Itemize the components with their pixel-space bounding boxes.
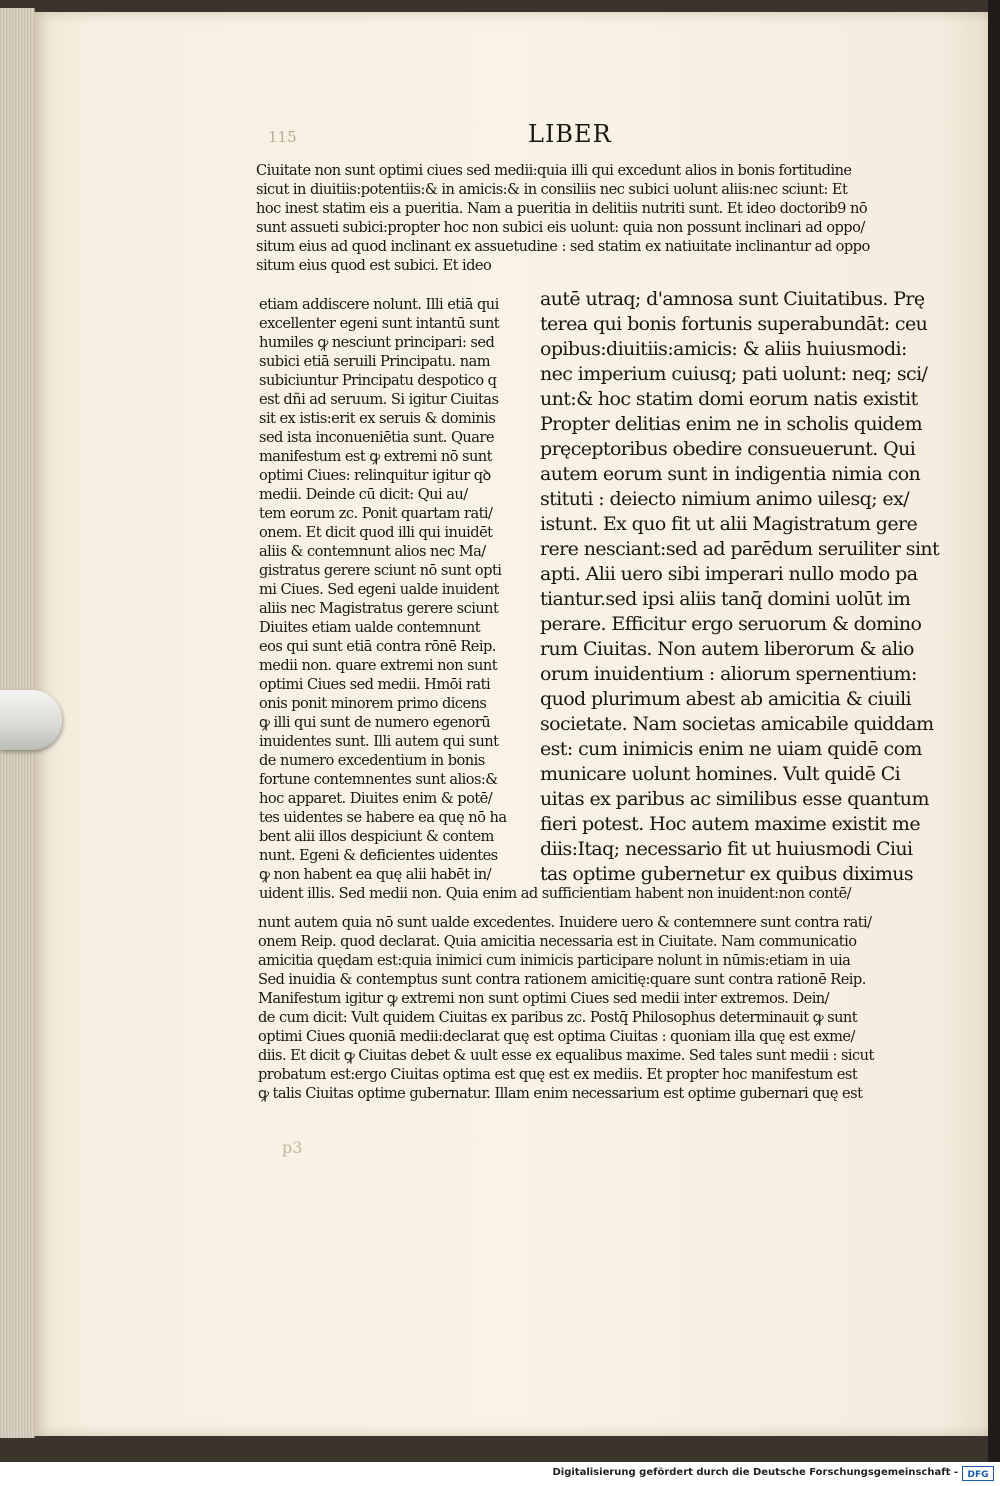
main-text-line: orum inuidentium : aliorum spernentium: — [540, 663, 917, 685]
gloss-top-block — [256, 161, 870, 275]
running-head: LIBER — [528, 120, 612, 148]
main-text-line: tiantur.sed ipsi aliis tanq̄ domini uolūt im — [540, 588, 911, 610]
gloss-line: bent alii illos despiciunt & contem — [259, 828, 494, 845]
main-text-line: quod plurimum abest ab amicitia & ciuili — [540, 688, 912, 710]
gloss-line: eos qui sunt etiā contra rōnē Reip. — [259, 638, 496, 655]
bookmark-strip — [0, 690, 62, 750]
show-through-mark: p3 — [282, 1138, 303, 1157]
main-text-line: autem eorum sunt in indigentia nimia con — [540, 463, 921, 485]
main-text-line: stituti : deiecto nimium animo uilesq; ex/ — [540, 488, 909, 510]
main-text-line: diis:Itaq; necessario fit ut huiusmodi Ciui — [540, 838, 913, 860]
main-text-line: uitas ex paribus ac similibus esse quantum — [540, 788, 929, 810]
gloss-line: fortune contemnentes sunt alios:& — [259, 771, 498, 788]
main-text-line: terea qui bonis fortunis superabundāt: ceu — [540, 313, 928, 335]
gloss-line: onis ponit minorem primo dicens — [259, 695, 487, 712]
gloss-line: humiles ꝙ nesciunt principari: sed — [259, 334, 495, 351]
gloss-line: est dñi ad seruum. Si igitur Ciuitas — [259, 391, 499, 408]
main-text-line: autē utraq; d'amnosa sunt Ciuitatibus. Prę — [540, 288, 925, 310]
page-right-edge — [988, 0, 1000, 1462]
main-text-line: municare uolunt homines. Vult quidē Ci — [540, 763, 901, 785]
gloss-line: onem Reip. quod declarat. Quia amicitia necessaria est in Ciuitate. Nam communicatio — [258, 933, 857, 950]
folio-ghost: 115 — [268, 128, 297, 146]
gloss-line: gistratus gerere sciunt nō sunt opti — [259, 562, 502, 579]
gloss-line: Manifestum igitur ꝙ extremi non sunt optimi Ciues sed medii inter extremos. Dein/ — [258, 990, 830, 1007]
gloss-line: situm eius ad quod inclinant ex assuetudine : sed statim ex natiuitate inclinantur ad oppo — [256, 238, 870, 255]
gloss-line: ꝙ talis Ciuitas optime gubernatur. Illam enim necessarium est optime gubernari quę est — [258, 1085, 863, 1102]
gloss-line: diis. Et dicit ꝙ Ciuitas debet & uult esse ex equalibus maxime. Sed tales sunt medii : sicut — [258, 1047, 874, 1064]
gloss-line: nunt. Egeni & deficientes uidentes — [259, 847, 498, 864]
gloss-line: tes uidentes se habere ea quę nō ha — [259, 809, 507, 826]
gloss-line: medii. Deinde cū dicit: Qui au/ — [259, 486, 468, 503]
gloss-line: Sed inuidia & contemptus sunt contra rationem amicitię:quare sunt contra rationē Reip. — [258, 971, 866, 988]
gloss-line: ꝙ illi qui sunt de numero egenorū — [259, 714, 491, 731]
gloss-line: sit ex istis:erit ex seruis & dominis — [259, 410, 496, 427]
gloss-line: onem. Et dicit quod illi qui inuidēt — [259, 524, 493, 541]
gloss-line: de numero excedentium in bonis — [259, 752, 485, 769]
dfg-logo-text: DFG — [967, 1470, 989, 1480]
gloss-line: amicitia quędam est:quia inimici cum inimicis participare nolunt in nūmis:etiam in uia — [258, 952, 851, 969]
main-text-line: opibus:diuitiis:amicis: & aliis huiusmodi: — [540, 338, 907, 360]
gloss-line: uident illis. Sed medii non. Quia enim ad sufficientiam habent non inuident:non contē/ — [259, 885, 852, 902]
main-text-line: unt:& hoc statim domi eorum natis existit — [540, 388, 918, 410]
gloss-line: Diuites etiam ualde contemnunt — [259, 619, 481, 636]
gloss-line: hoc apparet. Diuites enim & potē/ — [259, 790, 493, 807]
gloss-line: optimi Ciues quoniā medii:declarat quę est optima Ciuitas : quoniam illa quę est exme/ — [258, 1028, 855, 1045]
main-text-line: pręceptoribus obedire consueuerunt. Qui — [540, 438, 916, 460]
gloss-line: Ciuitate non sunt optimi ciues sed medii:quia illi qui excedunt alios in bonis fortitudine — [256, 162, 852, 179]
main-text-line: Propter delitias enim ne in scholis quidem — [540, 413, 923, 435]
main-text-line: nec imperium cuiusq; pati uolunt: neq; sci/ — [540, 363, 928, 385]
gloss-line: optimi Ciues sed medii. Hmōi rati — [259, 676, 491, 693]
gloss-line: aliis & contemnunt alios nec Ma/ — [259, 543, 486, 560]
gloss-line: de cum dicit: Vult quidem Ciuitas ex paribus zc. Postq̄ Philosophus determinauit ꝙ sunt — [258, 1009, 858, 1026]
gloss-line: ꝙ non habent ea quę alii habēt in/ — [259, 866, 492, 883]
main-text-line: istunt. Ex quo fit ut alii Magistratum gere — [540, 513, 918, 535]
gloss-line: sicut in diuitiis:potentiis:& in amicis:& in consiliis nec subici uolunt aliis:nec sciunt: Et — [256, 181, 848, 198]
gloss-line: probatum est:ergo Ciuitas optima est quę est ex mediis. Et propter hoc manifestum est — [258, 1066, 858, 1083]
main-text-line: apti. Alii uero sibi imperari nullo modo pa — [540, 563, 918, 585]
gloss-line: situm eius quod est subici. Et ideo — [256, 257, 492, 274]
main-text-line: rum Ciuitas. Non autem liberorum & alio — [540, 638, 914, 660]
gloss-line: excellenter egeni sunt intantū sunt — [259, 315, 500, 332]
gloss-line: aliis nec Magistratus gerere sciunt — [259, 600, 499, 617]
main-text-line: fieri potest. Hoc autem maxime existit me — [540, 813, 920, 835]
gloss-line: subici etiā seruili Principatu. nam — [259, 353, 491, 370]
footer-bar — [0, 1462, 1000, 1486]
gloss-line: subiciuntur Principatu despotico q — [259, 372, 497, 389]
gloss-line: sed ista inconueniētia sunt. Quare — [259, 429, 494, 446]
gloss-line: sunt assueti subici:propter hoc non subici eis uolunt: quia non possunt inclinari ad oppo/ — [256, 219, 865, 236]
main-text-line: tas optime gubernetur ex quibus diximus — [540, 863, 914, 885]
gloss-line: etiam addiscere nolunt. Illi etiā qui — [259, 296, 499, 313]
gloss-bottom-block — [258, 913, 874, 1103]
main-text-line: rere nesciant:sed ad parēdum seruiliter sint — [540, 538, 940, 560]
gloss-line: mi Ciues. Sed egeni ualde inuident — [259, 581, 499, 598]
funding-credit: Digitalisierung gefördert durch die Deutsche Forschungsgemeinschaft - — [552, 1467, 958, 1478]
gloss-line: medii non. quare extremi non sunt — [259, 657, 498, 674]
main-text-line: societate. Nam societas amicabile quiddam — [540, 713, 934, 735]
gloss-line: manifestum est ꝙ extremi nō sunt — [259, 448, 492, 465]
main-text-column — [540, 287, 939, 887]
main-text-line: est: cum inimicis enim ne uiam quidē com — [540, 738, 922, 760]
dfg-logo-icon — [962, 1466, 994, 1481]
gloss-line: tem eorum zc. Ponit quartam rati/ — [259, 505, 493, 522]
gloss-line: hoc inest statim eis a pueritia. Nam a pueritia in delitiis nutriti sunt. Et ideo doctorib9 nō — [256, 200, 868, 217]
gloss-line: optimi Ciues: relinquitur igitur qꝺ — [259, 467, 491, 484]
gloss-line: inuidentes sunt. Illi autem qui sunt — [259, 733, 499, 750]
main-text-line: perare. Efficitur ergo seruorum & domino — [540, 613, 922, 635]
gloss-line: nunt autem quia nō sunt ualde excedentes. Inuidere uero & contemnere sunt contra rati/ — [258, 914, 872, 931]
